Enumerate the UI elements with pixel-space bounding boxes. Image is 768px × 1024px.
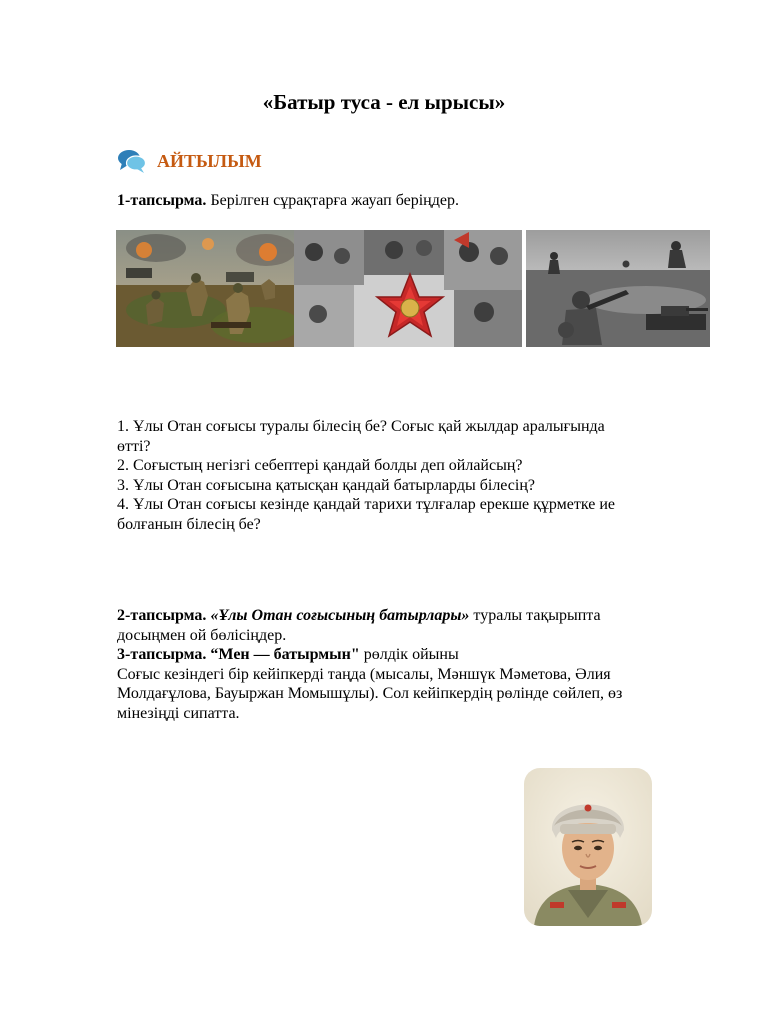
task-2-topic: «Ұлы Отан соғысының батырлары» [210, 607, 470, 624]
war-collage-image [294, 230, 522, 347]
section-label: АЙТЫЛЫМ [157, 150, 262, 171]
task-3 [117, 645, 647, 665]
task-3-label: 3-тапсырма. “Мен — батырмын" [117, 646, 360, 663]
question-item: 4. Ұлы Отан соғысы кезінде қандай тарихи тұлғалар ерекше құрметке ие болғанын білесің бе? [117, 496, 616, 533]
hero-portrait-image [524, 768, 652, 926]
task-2-text: туралы тақырыпта досыңмен ой бөлісіңдер. [117, 607, 601, 644]
speech-bubbles-icon [117, 148, 147, 174]
question-item: 1. Ұлы Отан соғысы туралы білесің бе? Соғыс қай жылдар аралығында өтті? [117, 418, 605, 455]
questions-list [117, 417, 637, 534]
soldiers-field-image [526, 230, 710, 347]
tasks-2-3 [117, 606, 647, 723]
task-1-label: 1-тапсырма. [117, 192, 207, 209]
task-2 [117, 606, 647, 645]
task-1 [117, 190, 459, 212]
section-heading [117, 147, 262, 175]
task-3-text: рөлдік ойыны [359, 646, 459, 663]
question-item: 3. Ұлы Отан соғысына қатысқан қандай батырларды білесің? [117, 476, 536, 494]
battle-painting-image [116, 230, 294, 347]
task-1-text: Берілген сұрақтарға жауап беріңдер. [206, 192, 459, 209]
task-2-label: 2-тапсырма. [117, 607, 211, 624]
task-3-description: Соғыс кезіндегі бір кейіпкерді таңда (мысалы, Мәншүк Мәметова, Әлия Молдағұлова, Бауыржан Момышұлы). Сол кейіпкердің рөлінде сөйлеп, өз мінезіңді сипатта. [117, 665, 623, 722]
war-photos [116, 230, 710, 347]
page-title: «Батыр туса - ел ырысы» [262, 90, 506, 114]
question-item: 2. Соғыстың негізгі себептері қандай болды деп ойлайсың? [117, 457, 523, 474]
